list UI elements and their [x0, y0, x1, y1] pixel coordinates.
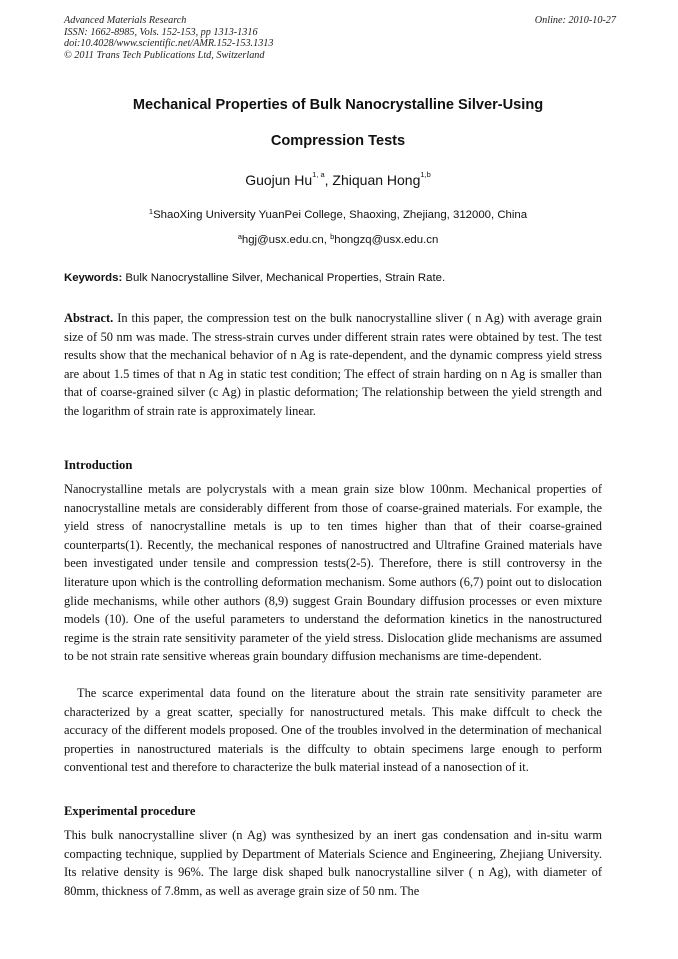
introduction-paragraph-2: The scarce experimental data found on the literature about the strain rate sensitivity parameter are characterized by a great scatter, specially for nanostructured metals. This make diffcult to check the accuracy of the different models proposed. One of the troubles involved in the determination of mechanical properties in nanostructured materials is the diffculty to obtain specimens large enough to perform conventional test and therefore to characterize the bulk material instead of a nanosection of it.: [64, 686, 602, 775]
affiliation: [64, 209, 612, 221]
experimental-paragraph-1: This bulk nanocrystalline sliver (n Ag) was synthesized by an inert gas condensation and in-situ warm compacting technique, supplied by Department of Materials Science and Engineering, Zhejiang University. Its relative density is 96%. The large disk shaped bulk nanocrystalline silver ( n Ag), with diameter of 80mm, thickness of 7.8mm, as well as average grain size of 50 nm. The: [64, 828, 602, 898]
journal-copyright: © 2011 Trans Tech Publications Ltd, Switzerland: [64, 49, 265, 61]
paper-title-line-1: Mechanical Properties of Bulk Nanocrystalline Silver-Using: [132, 97, 544, 113]
journal-issn: ISSN: 1662-8985, Vols. 152-153, pp 1313-1316: [64, 26, 258, 38]
experimental-heading: Experimental procedure: [64, 804, 196, 818]
email-a-mark: a: [237, 232, 242, 241]
author-1-name: Guojun Hu: [245, 172, 313, 188]
author-separator: ,: [324, 172, 333, 188]
journal-header: [64, 15, 273, 61]
author-emails: [64, 234, 612, 246]
author-list: [64, 172, 612, 188]
paper-title-line-2: Compression Tests: [270, 133, 406, 149]
affiliation-text: ShaoXing University YuanPei College, Shaoxing, Zhejiang, 312000, China: [153, 209, 528, 221]
email-a: hgj@usx.edu.cn,: [241, 234, 331, 246]
abstract: [64, 309, 602, 421]
abstract-text: In this paper, the compression test on the bulk nanocrystalline sliver ( n Ag) with average grain size of 50 nm was made. The stress-strain curves under different strain rates were obtained by test. The test results show that the mechanical behavior of n Ag is rate-dependent, and the dynamic compress yield stress are about 1.5 times of that n Ag in static test condition; The effect of strain harding on n Ag is smaller than that of coarse-grained silver (c Ag) in plastic deformation; The relationship between the yield strength and the logarithm of strain rate is approximately linear.: [64, 311, 602, 418]
email-b-mark: b: [330, 232, 335, 241]
affiliation-mark: 1: [148, 207, 154, 216]
abstract-label: Abstract.: [64, 311, 114, 325]
introduction-paragraph-1: Nanocrystalline metals are polycrystals with a mean grain size blow 100nm. Mechanical properties of nanocrystalline metals are considerably different from those of coarse-grained materials. For example, the yield stress of nanocrystalline metals is up to ten times higher than that of their coarse-grained counterparts(1). Recently, the mechanical respones of nanostructred and Ultrafine Grained materials have been investigated under tensile and compression tests(2-5). Therefore, there is still controversy in the literature upon which is the controlling deformation mechanism. Some authors (6,7) point out to dislocation glide mechanisms, while other authors (8,9) suggest Grain Boundary diffusion processes or even mixture models (10). One of the useful parameters to understand the deformation kinetics in the nanostructured regime is the strain rate sensitivity parameter of the yield stress. Dislocation glide mechanisms are assumed to be not strain rate sensitive whereas grain boundary diffusion mechanisms are time-dependent.: [64, 482, 602, 664]
author-2-name: Zhiquan Hong: [332, 172, 421, 188]
journal-name: Advanced Materials Research: [64, 15, 187, 26]
author-2-affiliation-mark: 1,b: [420, 170, 431, 179]
email-b: hongzq@usx.edu.cn: [334, 234, 439, 246]
online-date: Online: 2010-10-27: [534, 15, 616, 26]
introduction-heading: Introduction: [64, 458, 133, 472]
keywords-label: Keywords:: [64, 272, 123, 284]
journal-doi: doi:10.4028/www.scientific.net/AMR.152-153.1313: [64, 38, 274, 50]
author-1-affiliation-mark: 1, a: [312, 170, 325, 179]
keywords-text: Bulk Nanocrystalline Silver, Mechanical Properties, Strain Rate.: [122, 272, 446, 284]
keywords: [64, 272, 612, 284]
